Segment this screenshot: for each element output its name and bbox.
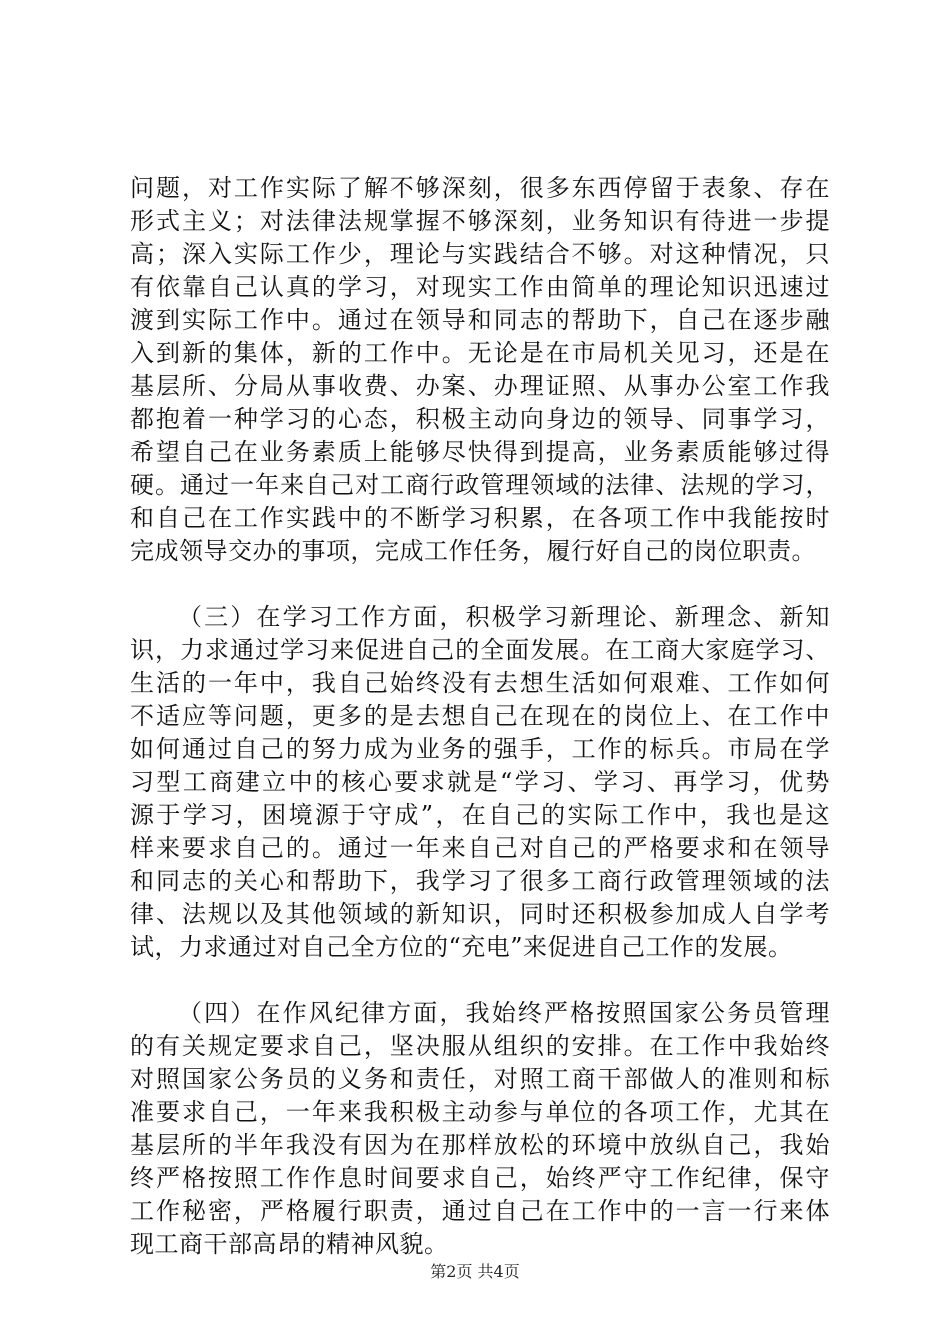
text-line: 渡到实际工作中。通过在领导和同志的帮助下，自己在逐步融 xyxy=(130,306,830,334)
page-number: 第2页 共4页 xyxy=(430,1262,520,1281)
text-line: 工作秘密，严格履行职责，通过自己在工作中的一言一行来体 xyxy=(130,1197,830,1225)
text-line: 习型工商建立中的核心要求就是“学习、学习、再学习，优势 xyxy=(130,768,830,796)
text-line: 对照国家公务员的义务和责任，对照工商干部做人的准则和标 xyxy=(130,1065,830,1093)
document-body xyxy=(130,172,830,1294)
text-line: 硬。通过一年来自己对工商行政管理领域的法律、法规的学习， xyxy=(130,471,830,499)
text-line: 源于学习，困境源于守成”，在自己的实际工作中，我也是这 xyxy=(130,801,830,829)
text-line: 基层所、分局从事收费、办案、办理证照、从事办公室工作我 xyxy=(130,372,830,400)
text-line: 有依靠自己认真的学习，对现实工作由简单的理论知识迅速过 xyxy=(130,273,830,301)
text-line: 准要求自己，一年来我积极主动参与单位的各项工作，尤其在 xyxy=(130,1098,830,1126)
paragraph-2 xyxy=(130,601,830,964)
text-line: 基层所的半年我没有因为在那样放松的环境中放纵自己，我始 xyxy=(130,1131,830,1159)
text-line: 现工商干部高昂的精神风貌。 xyxy=(130,1230,449,1258)
text-line: 样来要求自己的。通过一年来自己对自己的严格要求和在领导 xyxy=(130,834,830,862)
text-line: 如何通过自己的努力成为业务的强手，工作的标兵。市局在学 xyxy=(130,735,830,763)
text-line: 试，力求通过对自己全方位的“充电”来促进自己工作的发展。 xyxy=(130,933,793,961)
text-line: 都抱着一种学习的心态，积极主动向身边的领导、同事学习， xyxy=(130,405,830,433)
paragraph-1 xyxy=(130,172,830,568)
text-line: 完成领导交办的事项，完成工作任务，履行好自己的岗位职责。 xyxy=(130,537,816,565)
text-line: 形式主义；对法律法规掌握不够深刻，业务知识有待进一步提 xyxy=(130,207,830,235)
text-line: 高；深入实际工作少，理论与实践结合不够。对这种情况，只 xyxy=(130,240,830,268)
text-line: 和同志的关心和帮助下，我学习了很多工商行政管理领域的法 xyxy=(130,867,830,895)
page-footer xyxy=(0,1262,950,1282)
text-line: 生活的一年中，我自己始终没有去想生活如何艰难、工作如何 xyxy=(130,669,830,697)
text-line: 希望自己在业务素质上能够尽快得到提高，业务素质能够过得 xyxy=(130,438,830,466)
text-line: 入到新的集体，新的工作中。无论是在市局机关见习，还是在 xyxy=(130,339,830,367)
text-line: 终严格按照工作作息时间要求自己，始终严守工作纪律，保守 xyxy=(130,1164,830,1192)
text-line: 和自己在工作实践中的不断学习积累，在各项工作中我能按时 xyxy=(130,504,830,532)
text-line: 问题，对工作实际了解不够深刻，很多东西停留于表象、存在 xyxy=(130,174,830,202)
text-line: 识，力求通过学习来促进自己的全面发展。在工商大家庭学习、 xyxy=(130,636,830,664)
text-line: （三）在学习工作方面，积极学习新理论、新理念、新知 xyxy=(178,603,830,631)
text-line: 不适应等问题，更多的是去想自己在现在的岗位上、在工作中 xyxy=(130,702,830,730)
text-line: 律、法规以及其他领域的新知识，同时还积极参加成人自学考 xyxy=(130,900,830,928)
text-line: 的有关规定要求自己，坚决服从组织的安排。在工作中我始终 xyxy=(130,1032,830,1060)
text-line: （四）在作风纪律方面，我始终严格按照国家公务员管理 xyxy=(178,999,830,1027)
paragraph-3 xyxy=(130,997,830,1261)
